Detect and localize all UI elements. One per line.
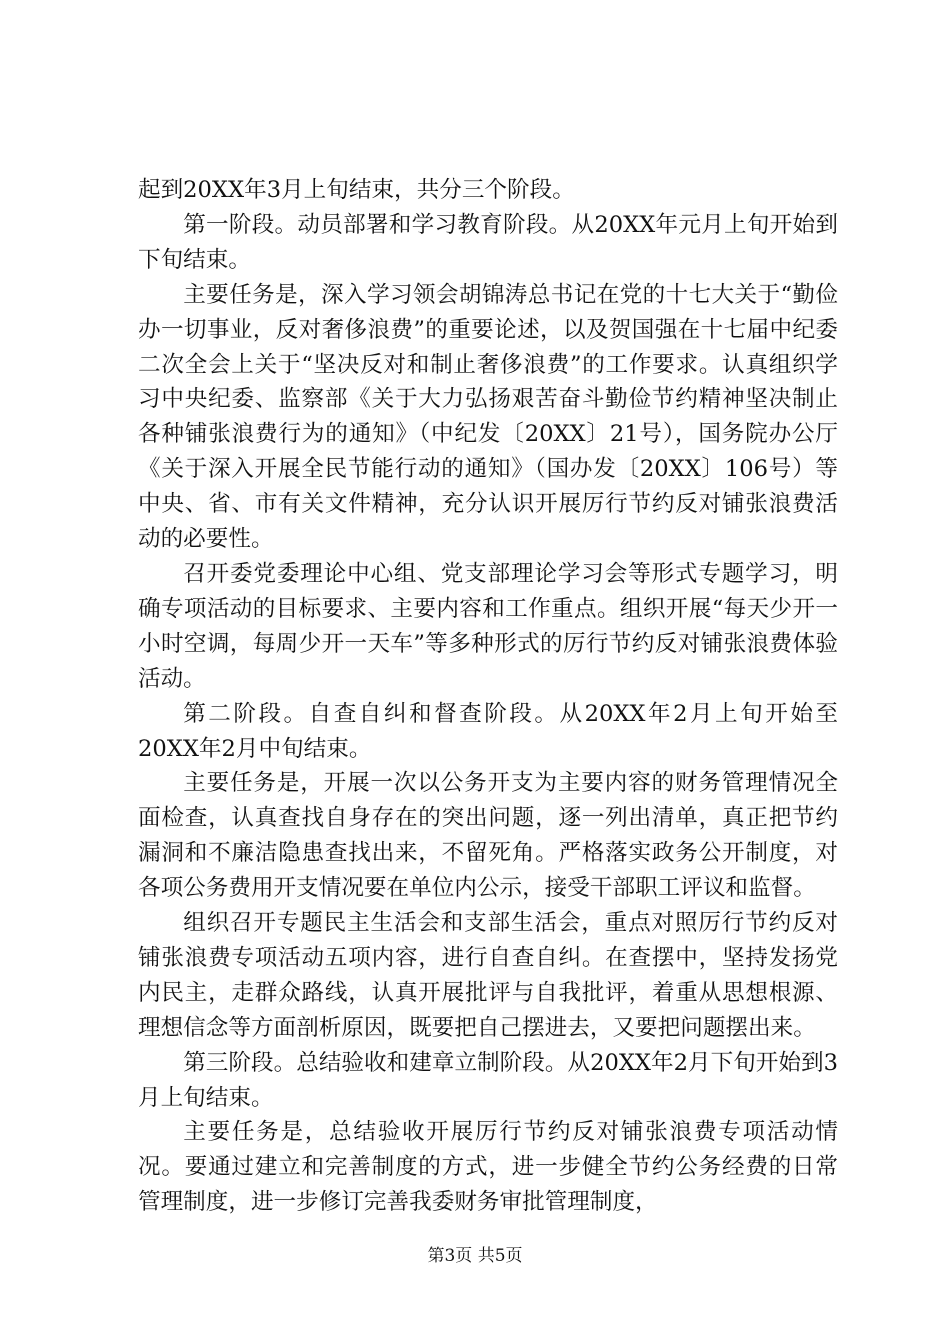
paragraph-stage-one-tasks: 主要任务是，深入学习领会胡锦涛总书记在党的十七大关于“勤俭办一切事业，反对奢侈浪费”的重要论述，以及贺国强在十七届中纪委二次全会上关于“坚决反对和制止奢侈浪费”的工作要求。认真组织学习中央纪委、监察部《关于大力弘扬艰苦奋斗勤俭节约精神坚决制止各种铺张浪费行为的通知》（中纪发〔20XX〕21号），国务院办公厅《关于深入开展全民节能行动的通知》（国办发〔20XX〕106号）等中央、省、市有关文件精神，充分认识开展厉行节约反对铺张浪费活动的必要性。 (138, 281, 838, 553)
paragraph-stage-one-heading: 第一阶段。动员部署和学习教育阶段。从20XX年元月上旬开始到下旬结束。 (138, 211, 838, 273)
paragraph-stage-one-study: 召开委党委理论中心组、党支部理论学习会等形式专题学习，明确专项活动的目标要求、主要内容和工作重点。组织开展“每天少开一小时空调，每周少开一天车”等多种形式的厉行节约反对铺张浪费体验活动。 (138, 560, 838, 692)
document-body (138, 173, 838, 1220)
paragraph-stage-two-heading: 第二阶段。自查自纠和督查阶段。从20XX年2月上旬开始至20XX年2月中旬结束。 (138, 700, 838, 762)
paragraph-stage-three-heading: 第三阶段。总结验收和建章立制阶段。从20XX年2月下旬开始到3月上旬结束。 (138, 1049, 838, 1111)
paragraph-stage-two-meeting: 组织召开专题民主生活会和支部生活会，重点对照厉行节约反对铺张浪费专项活动五项内容，进行自查自纠。在查摆中，坚持发扬党内民主，走群众路线，认真开展批评与自我批评，着重从思想根源、理想信念等方面剖析原因，既要把自己摆进去，又要把问题摆出来。 (138, 910, 838, 1041)
page-number-footer: 第3页 共5页 (427, 1246, 523, 1266)
paragraph-continuation: 起到20XX年3月上旬结束，共分三个阶段。 (138, 177, 575, 203)
paragraph-stage-two-tasks: 主要任务是，开展一次以公务开支为主要内容的财务管理情况全面检查，认真查找自身存在的突出问题，逐一列出清单，真正把节约漏洞和不廉洁隐患查找出来，不留死角。严格落实政务公开制度，对各项公务费用开支情况要在单位内公示，接受干部职工评议和监督。 (138, 770, 838, 902)
paragraph-stage-three-tasks: 主要任务是，总结验收开展厉行节约反对铺张浪费专项活动情况。要通过建立和完善制度的方式，进一步健全节约公务经费的日常管理制度，进一步修订完善我委财务审批管理制度， (138, 1119, 838, 1216)
